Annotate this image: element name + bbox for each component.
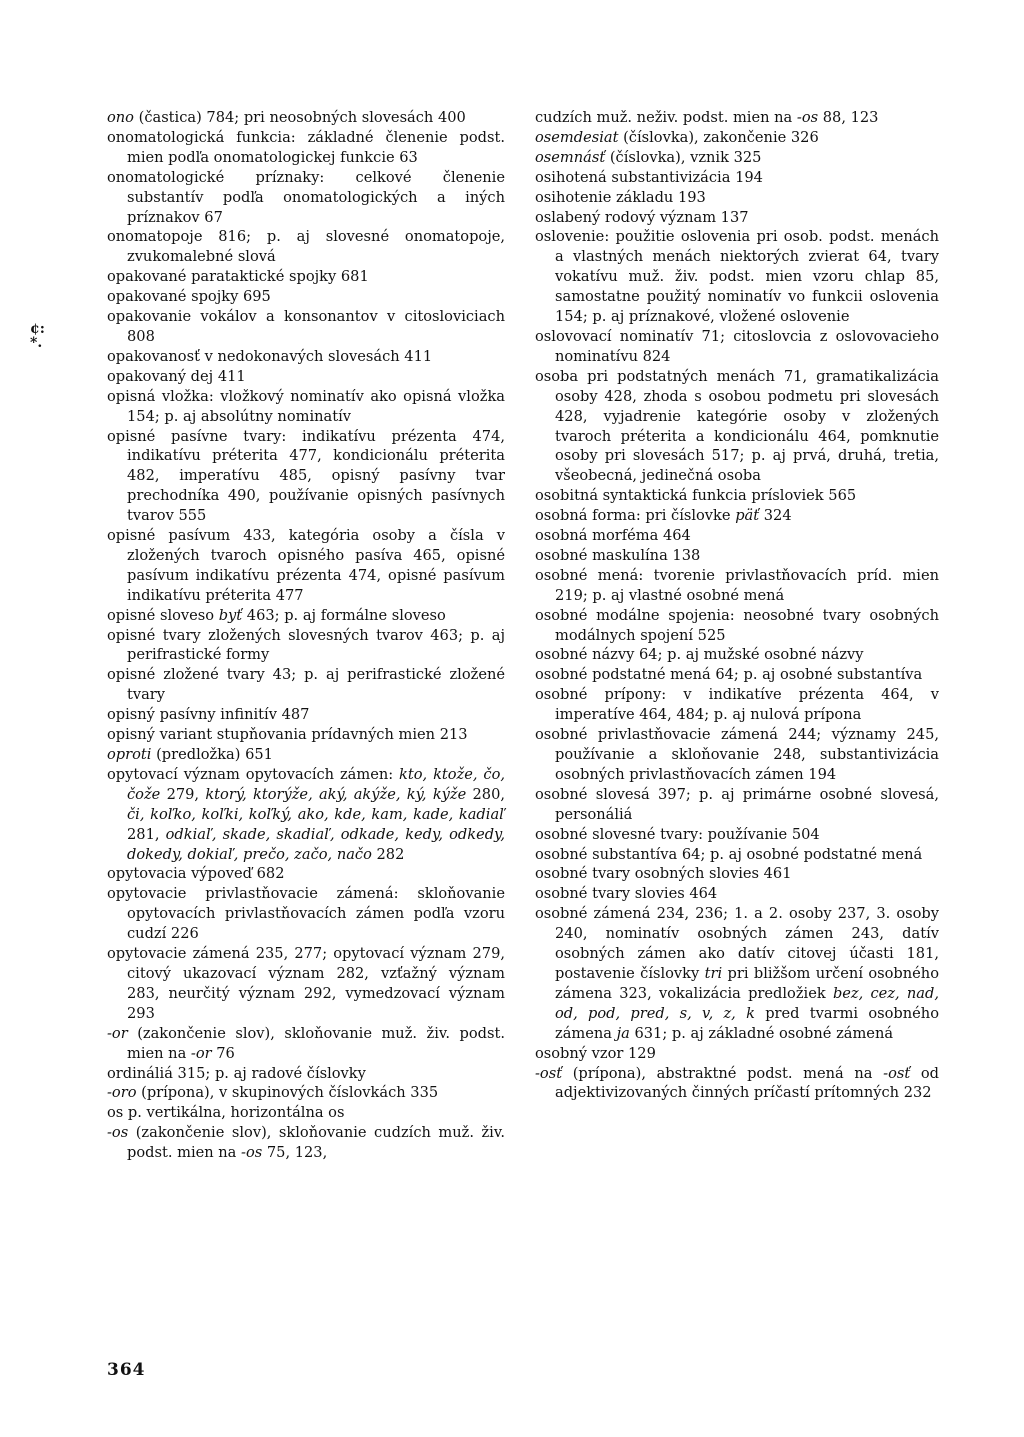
index-entry: opisný variant stupňovania prídavných mien 213	[107, 726, 468, 744]
index-entry: osobné maskulína 138	[535, 546, 701, 564]
index-entry: opytovací význam opytovacích zámen: kto, ktože, čo, čože 279, ktorý, ktorýže, aký, akýže, ký, kýže 280, či, koľko, koľki, koľký, ako, kde, kam, kade, kadiaľ 281, odkiaľ, skade, skadiaľ, odkade, kedy, odkedy, dokedy, dokiaľ, prečo, začo, načo 282	[107, 765, 506, 863]
index-entry: ono (častica) 784; pri neosobných slovesách 400	[107, 109, 466, 126]
index-entry: opakované parataktické spojky 681	[107, 268, 369, 286]
index-entry: osobné tvary slovies 464	[535, 885, 718, 903]
index-entry: osobný vzor 129	[535, 1044, 656, 1062]
index-entry: osobná forma: pri číslovke päť 324	[535, 507, 792, 525]
index-column-right	[535, 108, 939, 1103]
index-entry: opisné sloveso byť 463; p. aj formálne sloveso	[107, 606, 446, 624]
index-entry: oproti (predložka) 651	[107, 746, 273, 763]
index-entry: cudzích muž. neživ. podst. mien na -os 88, 123	[535, 109, 879, 126]
index-entry: os p. vertikálna, horizontálna os	[107, 1104, 345, 1122]
index-entry: osemnásť (číslovka), vznik 325	[535, 148, 762, 166]
index-entry: opisné zložené tvary 43; p. aj perifrastické zložené tvary	[107, 666, 505, 704]
index-entry: onomatologické príznaky: celkové členenie substantív podľa onomatologických a iných príznakov 67	[107, 168, 505, 226]
index-entry: -or (zakončenie slov), skloňovanie muž. živ. podst. mien na -or 76	[107, 1024, 505, 1062]
index-entry: osoba pri podstatných menách 71, gramatikalizácia osoby 428, zhoda s osobou podmetu pri slovesách 428, vyjadrenie kategórie osoby v zložených tvaroch préterita a kondicionálu 464, pomknutie osoby pri slovesách 517; p. aj prvá, druhá, tretia, všeobecná, jedinečná osoba	[535, 367, 939, 485]
index-entry: osobné tvary osobných slovies 461	[535, 865, 792, 883]
index-entry: onomatologická funkcia: základné členenie podst. mien podľa onomatologickej funkcie 63	[107, 128, 505, 166]
page-number: 364	[107, 1360, 146, 1380]
index-entry: opakované spojky 695	[107, 288, 271, 306]
index-entry: osihotená substantivizácia 194	[535, 168, 763, 186]
index-entry: osihotenie základu 193	[535, 188, 706, 206]
index-entry: opisné pasívum 433, kategória osoby a čísla v zložených tvaroch opisného pasíva 465, opisné pasívum indikatívu prézenta 474, opisné pasívum indikatívu préterita 477	[107, 527, 505, 604]
index-entry: opisné tvary zložených slovesných tvarov 463; p. aj perifrastické formy	[107, 626, 505, 664]
index-entry: oslovenie: použitie oslovenia pri osob. podst. menách a vlastných menách niektorých zvierat 64, tvary vokatívu muž. živ. podst. mien vzoru chlap 85, samostatne použitý nominatív vo funkcii oslovenia 154; p. aj príznakové, vložené oslovenie	[535, 228, 939, 326]
index-entry: ordináliá 315; p. aj radové číslovky	[107, 1064, 366, 1082]
index-entry: onomatopoje 816; p. aj slovesné onomatopoje, zvukomalebné slová	[107, 228, 505, 266]
index-entry: -os (zakončenie slov), skloňovanie cudzích muž. živ. podst. mien na -os 75, 123,	[107, 1124, 505, 1162]
index-entry: opakovanosť v nedokonavých slovesách 411	[107, 347, 433, 365]
index-entry: osemdesiat (číslovka), zakončenie 326	[535, 128, 819, 146]
index-entry: osobné slovesá 397; p. aj primárne osobné slovesá, personáliá	[535, 785, 939, 823]
index-entry: -oro (prípona), v skupinových číslovkách 335	[107, 1084, 439, 1102]
index-entry: opytovacie privlastňovacie zámená: skloňovanie opytovacích privlastňovacích zámen podľa vzoru cudzí 226	[107, 885, 505, 943]
index-entry: osobitná syntaktická funkcia prísloviek 565	[535, 487, 857, 505]
index-entry: osobné podstatné mená 64; p. aj osobné substantíva	[535, 666, 923, 684]
index-entry: opakovanie vokálov a konsonantov v citosloviciach 808	[107, 308, 505, 345]
index-entry: osobné substantíva 64; p. aj osobné podstatné mená	[535, 845, 923, 863]
index-entry: osobné mená: tvorenie privlastňovacích príd. mien 219; p. aj vlastné osobné mená	[535, 566, 939, 604]
index-entry: opisný pasívny infinitív 487	[107, 706, 310, 724]
index-entry: osobné slovesné tvary: používanie 504	[535, 825, 820, 843]
index-entry: osobné zámená 234, 236; 1. a 2. osoby 237, 3. osoby 240, nominatív osobných zámen 243, datív osobných zámen ako datív citovej účasti 181, postavenie číslovky tri pri bližšom určení osobného zámena 323, vokalizácia predložiek bez, cez, nad, od, pod, pred, s, v, z, k pred tvarmi osobného zámena ja 631; p. aj základné osobné zámená	[535, 905, 939, 1042]
index-column-left	[107, 108, 505, 1163]
index-entry: osobné názvy 64; p. aj mužské osobné názvy	[535, 646, 864, 664]
index-entry: -osť (prípona), abstraktné podst. mená na -osť od adjektivizovaných činných príčastí prítomných 232	[535, 1064, 939, 1102]
index-entry: opisná vložka: vložkový nominatív ako opisná vložka 154; p. aj absolútny nominatív	[107, 387, 505, 425]
index-entry: osobné modálne spojenia: neosobné tvary osobných modálnych spojení 525	[535, 606, 939, 644]
index-entry: osobné prípony: v indikatíve prézenta 464, v imperatíve 464, 484; p. aj nulová prípona	[535, 686, 939, 724]
index-entry: opytovacia výpoveď 682	[107, 865, 285, 883]
index-entry: opytovacie zámená 235, 277; opytovací význam 279, citový ukazovací význam 282, vzťažný význam 283, neurčitý význam 292, vymedzovací význam 293	[107, 945, 505, 1022]
index-entry: opisné pasívne tvary: indikatívu prézenta 474, indikatívu préterita 477, kondicionálu préterita 482, imperatívu 485, opisný pasívny tvar prechodníka 490, používanie opisných pasívnych tvarov 555	[107, 427, 505, 525]
index-entry: oslovovací nominatív 71; citoslovcia z oslovovacieho nominatívu 824	[535, 327, 939, 365]
margin-mark: ¢: *.	[30, 321, 45, 351]
index-entry: osobná morféma 464	[535, 527, 691, 545]
index-entry: osobné privlastňovacie zámená 244; významy 245, používanie a skloňovanie 248, substantivizácia osobných privlastňovacích zámen 194	[535, 726, 939, 783]
index-entry: opakovaný dej 411	[107, 367, 246, 385]
index-entry: oslabený rodový význam 137	[535, 208, 749, 226]
